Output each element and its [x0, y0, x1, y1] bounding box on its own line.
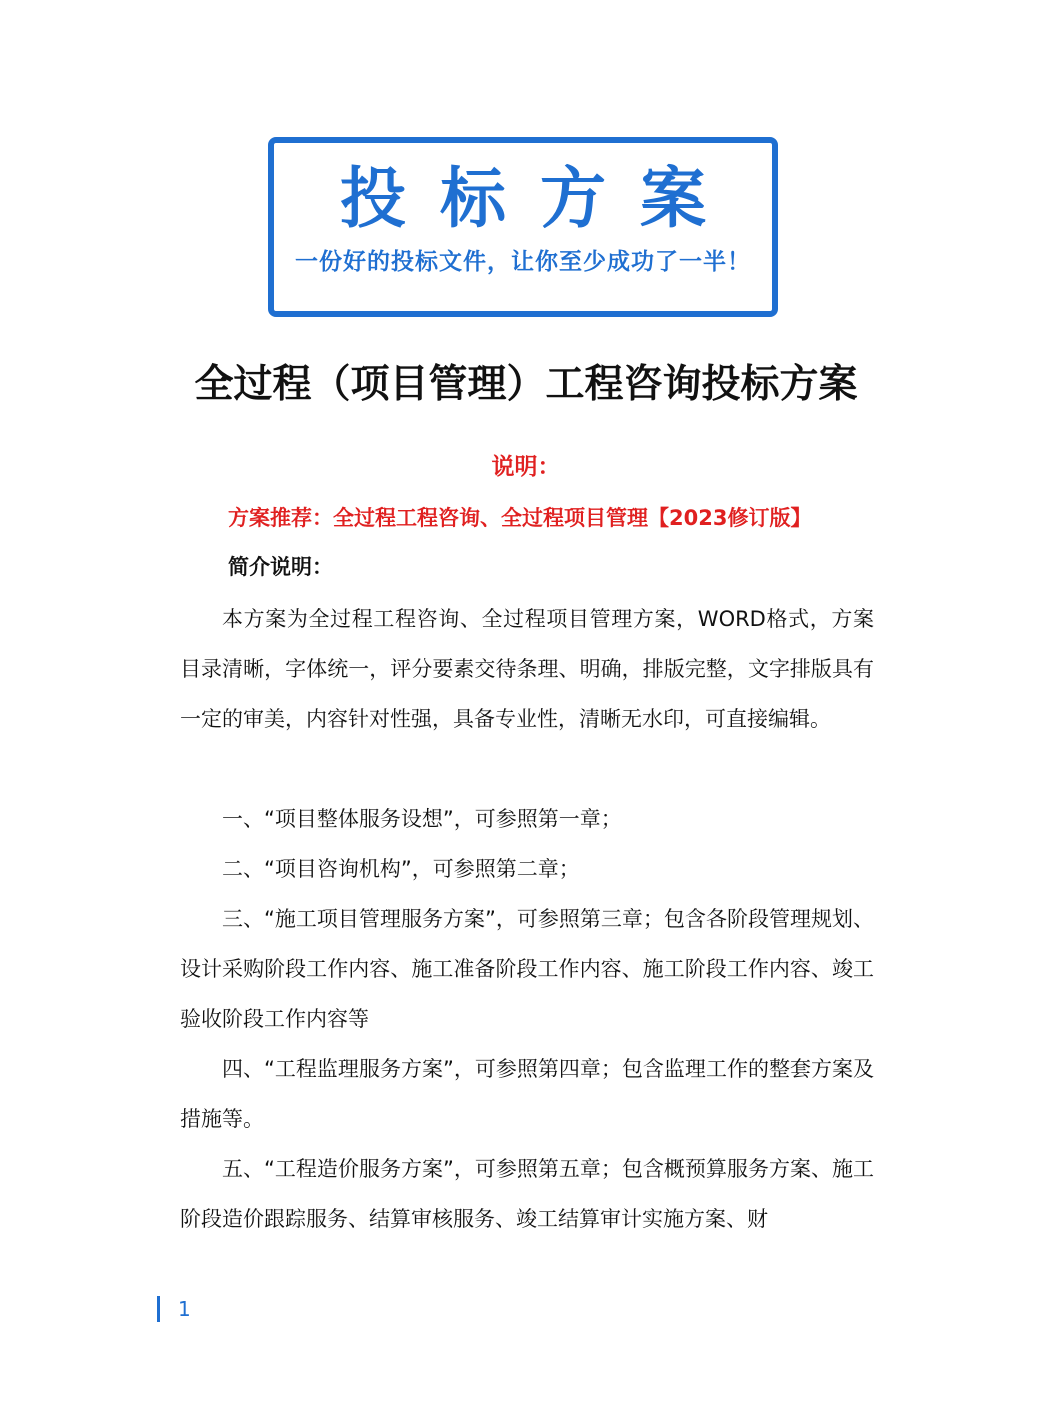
chapter-5-reference: 五、“工程造价服务方案”，可参照第五章；包含概预算服务方案、施工阶段造价跟踪服务、结算审核服务、竣工结算审计实施方案、财 [180, 1157, 874, 1231]
document-title: 全过程（项目管理）工程咨询投标方案 [194, 361, 858, 407]
page-number: 1 [178, 1297, 191, 1321]
footer-accent-bar [157, 1296, 160, 1322]
chapter-3-reference: 三、“施工项目管理服务方案”，可参照第三章；包含各阶段管理规划、设计采购阶段工作内容、施工准备阶段工作内容、施工阶段工作内容、竣工验收阶段工作内容等 [180, 907, 874, 1031]
bid-plan-banner [268, 137, 778, 317]
intro-paragraph: 本方案为全过程工程咨询、全过程项目管理方案，WORD格式，方案目录清晰，字体统一，评分要素交待条理、明确，排版完整，文字排版具有一定的审美，内容针对性强，具备专业性，清晰无水印，可直接编辑。 [180, 607, 874, 731]
chapter-2-reference: 二、“项目咨询机构”，可参照第二章； [222, 857, 580, 881]
note-heading: 说明： [491, 454, 561, 480]
banner-title: 投标方案 [340, 160, 740, 237]
recommendation-line: 方案推荐：全过程工程咨询、全过程项目管理【2023修订版】 [228, 506, 812, 530]
intro-heading: 简介说明： [228, 555, 333, 579]
banner-slogan: 一份好的投标文件，让你至少成功了一半！ [295, 249, 751, 275]
chapter-4-reference: 四、“工程监理服务方案”，可参照第四章；包含监理工作的整套方案及措施等。 [180, 1057, 874, 1131]
chapter-1-reference: 一、“项目整体服务设想”，可参照第一章； [222, 807, 622, 831]
